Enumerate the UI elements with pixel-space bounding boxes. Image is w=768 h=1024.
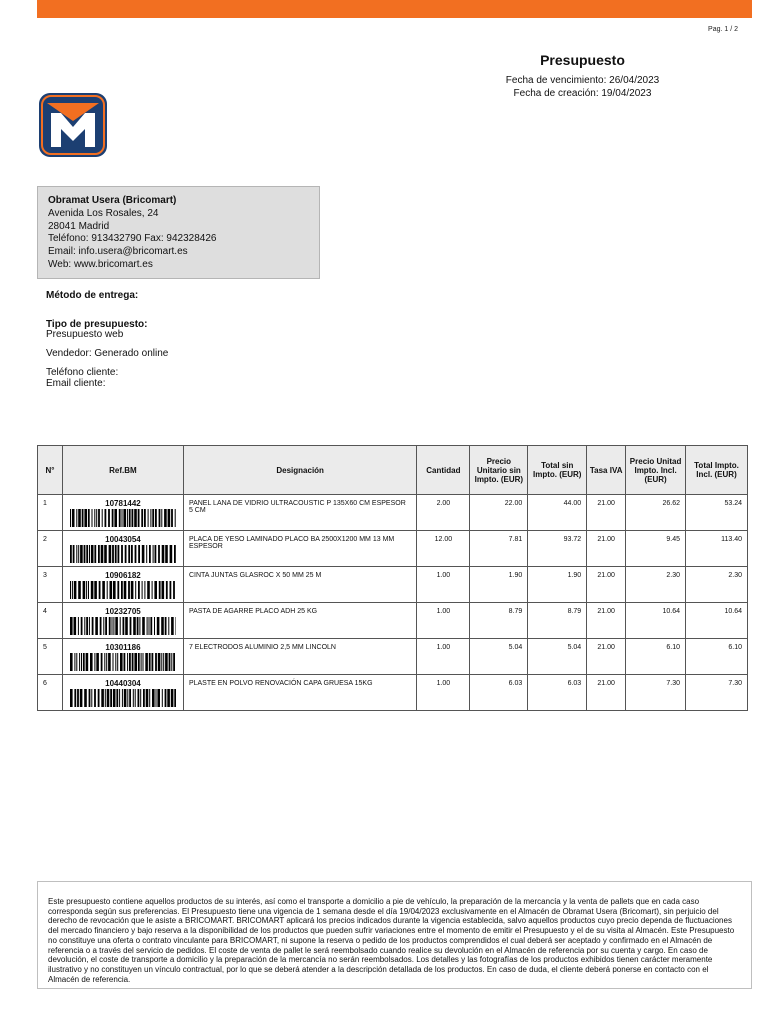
row-ref xyxy=(62,531,183,567)
col-header-number: N° xyxy=(38,446,63,495)
row-description: PLASTE EN POLVO RENOVACIÓN CAPA GRUESA 15KG xyxy=(183,675,416,711)
barcode-icon xyxy=(70,689,176,707)
row-unit-price: 22.00 xyxy=(470,495,528,531)
store-phone: Teléfono: 913432790 Fax: 942328426 xyxy=(48,233,217,245)
ref-code: 10440304 xyxy=(105,679,141,688)
table-row xyxy=(38,567,748,603)
row-tax-rate: 21.00 xyxy=(587,531,626,567)
barcode-icon xyxy=(70,653,176,671)
col-header-unit-price-tax: Precio Unitad Impto. Incl. (EUR) xyxy=(626,446,686,495)
row-number: 4 xyxy=(38,603,63,639)
row-quantity: 1.00 xyxy=(417,603,470,639)
row-total-tax: 2.30 xyxy=(686,567,748,603)
row-number: 2 xyxy=(38,531,63,567)
ref-code: 10232705 xyxy=(105,607,141,616)
row-total-no-tax: 93.72 xyxy=(528,531,587,567)
table-header-row xyxy=(38,446,748,495)
table-row xyxy=(38,531,748,567)
row-unit-price: 1.90 xyxy=(470,567,528,603)
document-dates xyxy=(460,74,705,100)
row-total-no-tax: 44.00 xyxy=(528,495,587,531)
ref-code: 10781442 xyxy=(105,499,141,508)
row-description: PASTA DE AGARRE PLACO ADH 25 KG xyxy=(183,603,416,639)
row-total-tax: 7.30 xyxy=(686,675,748,711)
table-row xyxy=(38,675,748,711)
client-phone: Teléfono cliente: xyxy=(46,367,119,378)
page-number: Pag. 1 / 2 xyxy=(708,26,738,33)
row-unit-price-tax: 6.10 xyxy=(626,639,686,675)
row-quantity: 2.00 xyxy=(417,495,470,531)
row-total-no-tax: 1.90 xyxy=(528,567,587,603)
row-total-tax: 10.64 xyxy=(686,603,748,639)
terms-and-conditions: Este presupuesto contiene aquellos productos de su interés, así como el transporte a domicilio a pie de vehículo, la preparación de la mercancía y la venta de pallets que en cada caso corresponda según sus preferencias. El Presupuesto tiene una vigencia de 1 semana desde el día 19/04/2023 exclusivamente en el Almacén de Obramat Usera (Bricomart), sin perjuicio del derecho de revocación que le asiste a BRICOMART. BRICOMART aplicará los precios indicados durante la vigencia establecida, salvo aquellos productos cuyo precio dependa de fluctuaciones del mercado financiero y bajo reserva a la disponibilidad de los productos que pueden sufrir variaciones entre el momento de emitir el Presupuesto y el de su visita al Almacén. Este Presupuesto no constituye una oferta o contrato vinculante para BRICOMART, ni supone la reserva o pedido de los productos comprendidos el cual deberá ser aceptado y confirmado en el Almacén de referencia o a través del servicio de pedidos. El coste de venta de pallet le será reembolsado cuando realice su devolución en el Almacén de referencia por su cuenta y cargo. En caso de devolución, el coste de transporte a domicilio y la preparación de la mercancía no serán reembolsados. Los detalles y las fotografías de los productos exhibidos tienen carácter meramente ilustrativo y no constituyen un vínculo contractual, por lo que se deberá atender a la descripción detallada de los productos. En caso de duda, el cliente deberá ponerse en contacto con el Almacén de referencia. xyxy=(37,881,752,989)
quote-type-value: Presupuesto web xyxy=(46,329,124,340)
row-tax-rate: 21.00 xyxy=(587,567,626,603)
row-ref xyxy=(62,567,183,603)
table-row xyxy=(38,495,748,531)
row-unit-price: 6.03 xyxy=(470,675,528,711)
row-unit-price: 7.81 xyxy=(470,531,528,567)
due-date: Fecha de vencimiento: 26/04/2023 xyxy=(505,75,660,86)
row-unit-price-tax: 26.62 xyxy=(626,495,686,531)
row-number: 3 xyxy=(38,567,63,603)
row-unit-price-tax: 7.30 xyxy=(626,675,686,711)
col-header-total-no-tax: Total sin Impto. (EUR) xyxy=(528,446,587,495)
row-total-no-tax: 8.79 xyxy=(528,603,587,639)
row-number: 6 xyxy=(38,675,63,711)
bricomart-logo-icon xyxy=(39,93,107,157)
row-quantity: 1.00 xyxy=(417,639,470,675)
table-row xyxy=(38,603,748,639)
store-name: Obramat Usera (Bricomart) xyxy=(48,195,177,206)
row-tax-rate: 21.00 xyxy=(587,495,626,531)
store-web: Web: www.bricomart.es xyxy=(48,258,153,270)
row-quantity: 1.00 xyxy=(417,567,470,603)
row-tax-rate: 21.00 xyxy=(587,639,626,675)
row-description: CINTA JUNTAS GLASROC X 50 MM 25 M xyxy=(183,567,416,603)
col-header-tax-rate: Tasa IVA xyxy=(587,446,626,495)
row-ref xyxy=(62,675,183,711)
row-quantity: 12.00 xyxy=(417,531,470,567)
row-ref xyxy=(62,639,183,675)
row-ref xyxy=(62,603,183,639)
row-description: PLACA DE YESO LAMINADO PLACO BA 2500X1200 MM 13 MM ESPESOR xyxy=(183,531,416,567)
row-ref xyxy=(62,495,183,531)
row-total-no-tax: 5.04 xyxy=(528,639,587,675)
client-email: Email cliente: xyxy=(46,378,106,389)
row-total-tax: 113.40 xyxy=(686,531,748,567)
items-table xyxy=(37,445,748,711)
store-city: 28041 Madrid xyxy=(48,220,110,232)
document-title: Presupuesto xyxy=(540,52,625,68)
ref-code: 10043054 xyxy=(105,535,141,544)
store-email: Email: info.usera@bricomart.es xyxy=(48,246,188,258)
barcode-icon xyxy=(70,545,176,563)
row-description: PANEL LANA DE VIDRIO ULTRACOUSTIC P 135X60 CM ESPESOR 5 CM xyxy=(183,495,416,531)
row-total-tax: 53.24 xyxy=(686,495,748,531)
col-header-total-tax: Total Impto. Incl. (EUR) xyxy=(686,446,748,495)
row-unit-price-tax: 9.45 xyxy=(626,531,686,567)
barcode-icon xyxy=(70,617,176,635)
ref-code: 10301186 xyxy=(105,643,141,652)
row-total-no-tax: 6.03 xyxy=(528,675,587,711)
store-info-box xyxy=(37,186,320,279)
row-description: 7 ELECTRODOS ALUMINIO 2,5 MM LINCOLN xyxy=(183,639,416,675)
row-number: 5 xyxy=(38,639,63,675)
col-header-quantity: Cantidad xyxy=(417,446,470,495)
seller: Vendedor: Generado online xyxy=(46,348,169,359)
row-unit-price-tax: 2.30 xyxy=(626,567,686,603)
row-unit-price-tax: 10.64 xyxy=(626,603,686,639)
header-accent-bar xyxy=(37,0,752,18)
row-tax-rate: 21.00 xyxy=(587,603,626,639)
col-header-ref: Ref.BM xyxy=(62,446,183,495)
row-quantity: 1.00 xyxy=(417,675,470,711)
table-row xyxy=(38,639,748,675)
created-date: Fecha de creación: 19/04/2023 xyxy=(513,88,652,99)
row-unit-price: 8.79 xyxy=(470,603,528,639)
barcode-icon xyxy=(70,509,176,527)
barcode-icon xyxy=(70,581,176,599)
ref-code: 10906182 xyxy=(105,571,141,580)
row-unit-price: 5.04 xyxy=(470,639,528,675)
col-header-description: Designación xyxy=(183,446,416,495)
store-address: Avenida Los Rosales, 24 xyxy=(48,207,159,219)
quote-type-label: Tipo de presupuesto: xyxy=(46,319,148,330)
row-total-tax: 6.10 xyxy=(686,639,748,675)
row-number: 1 xyxy=(38,495,63,531)
row-tax-rate: 21.00 xyxy=(587,675,626,711)
delivery-method-label: Método de entrega: xyxy=(46,290,139,301)
col-header-unit-price: Precio Unitario sin Impto. (EUR) xyxy=(470,446,528,495)
